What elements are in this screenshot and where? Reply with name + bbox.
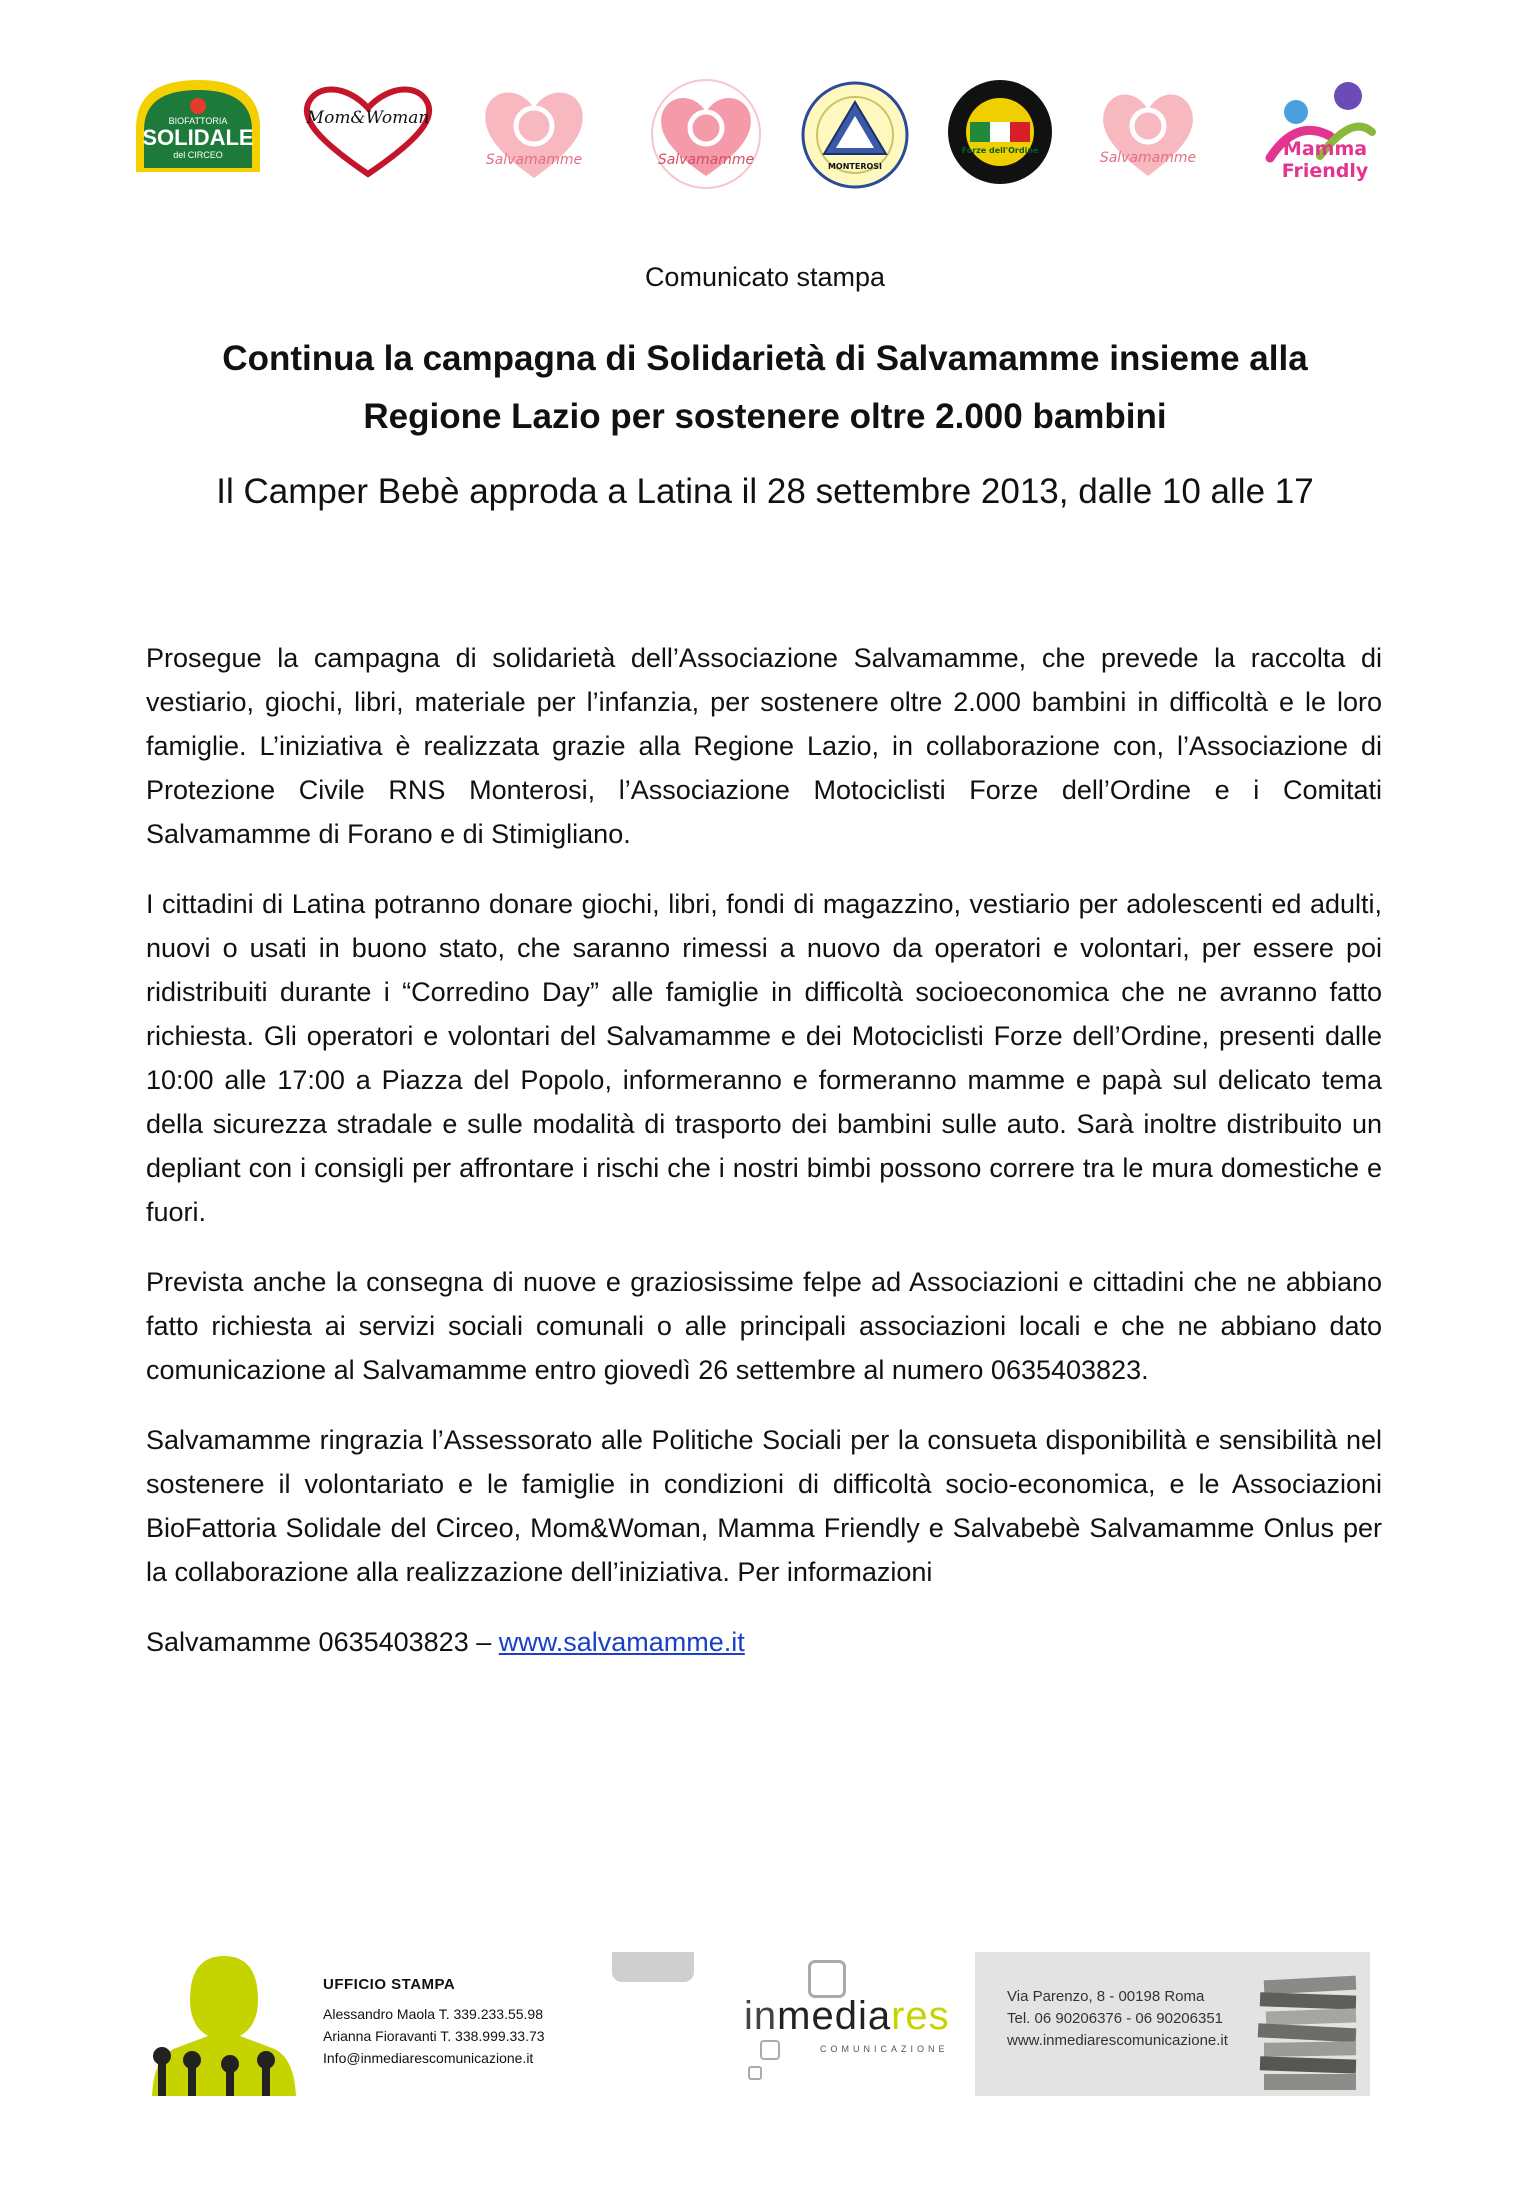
document-type-label: Comunicato stampa <box>644 262 886 292</box>
press-release-body <box>146 636 1382 1690</box>
mamma-friendly-logo <box>1240 78 1410 182</box>
subheadline: Il Camper Bebè approda a Latina il 28 settembre 2013, dalle 10 alle 17 <box>216 472 1314 511</box>
mamma-friendly-label: Mamma Friendly <box>1281 138 1369 182</box>
salvamamme-stimigliano-logo <box>648 76 764 192</box>
headline <box>150 330 1380 446</box>
salvamamme-forano-logo <box>478 78 590 190</box>
speaker-with-microphones-icon <box>144 1950 299 2096</box>
forze-ordine-label: Forze dell'Ordine <box>961 146 1039 155</box>
paragraph: Salvamamme ringrazia l’Assessorato alle Politiche Sociali per la consueta disponibilità e sensibilità nel sostenere il volontariato e le famiglie in condizioni di difficoltà socio-economica, e le Associazioni BioFattoria Solidale del Circeo, Mom&Woman, Mamma Friendly e Salvabebè Salvamamme Onlus per la collaborazione alla realizzazione dell’iniziativa. Per informazioni <box>146 1425 1382 1587</box>
biofattoria-line2: SOLIDALE <box>142 125 254 150</box>
paragraph: Prevista anche la consegna di nuove e graziosissime felpe ad Associazioni e cittadini che ne abbiano fatto richiesta ai servizi sociali comunali o alle principali associazioni locali e che ne abbiano dato comunicazione al Salvamamme entro giovedì 26 settembre al numero 0635403823. <box>146 1267 1382 1385</box>
brand-media: media <box>777 1994 892 2038</box>
mom-woman-logo <box>298 80 438 180</box>
inmediares-wordmark <box>744 1994 950 2039</box>
protezione-civile-monterosi-logo <box>800 80 910 190</box>
salvamamme-logo <box>1094 78 1202 186</box>
salvamamme-stimigliano-label: Salvamamme <box>657 152 755 168</box>
brand-subtitle: COMUNICAZIONE <box>820 2044 949 2054</box>
motociclisti-badge-icon <box>946 78 1054 186</box>
press-contact-line: Alessandro Maola T. 339.233.55.98 <box>323 2006 544 2022</box>
protezione-civile-icon <box>800 80 910 190</box>
agency-website[interactable]: www.inmediarescomunicazione.it <box>1007 2032 1228 2049</box>
inmediares-logo <box>612 1952 952 2092</box>
press-contact-line: Arianna Fioravanti T. 338.999.33.73 <box>323 2028 545 2044</box>
square-outline-icon <box>760 2040 780 2060</box>
headline-line-1: Continua la campagna di Solidarietà di Salvamamme insieme alla <box>222 339 1308 378</box>
press-email[interactable]: Info@inmediarescomunicazione.it <box>323 2050 534 2066</box>
address-panel <box>975 1952 1370 2096</box>
brand-res: res <box>891 1994 950 2038</box>
salvamamme-label: Salvamamme <box>1099 150 1197 166</box>
salvamamme-heart-icon <box>1094 78 1202 186</box>
press-office-info <box>323 1976 623 2069</box>
square-outline-icon <box>808 1960 846 1998</box>
press-office-figure <box>144 1950 299 2096</box>
biofattoria-line1: BIOFATTORIA <box>168 116 228 126</box>
headline-line-2: Regione Lazio per sostenere oltre 2.000 bambini <box>363 397 1167 436</box>
salvamamme-heart-icon <box>478 78 590 190</box>
brand-in: in <box>744 1994 778 2038</box>
motociclisti-forze-ordine-logo <box>946 78 1054 186</box>
mom-woman-label: Mom&Woman <box>306 108 430 128</box>
paragraph: Prosegue la campagna di solidarietà dell’Associazione Salvamamme, che prevede la raccolta di vestiario, giochi, libri, materiale per l’infanzia, per sostenere oltre 2.000 bambini in difficoltà e le loro famiglie. L’iniziativa è realizzata grazie alla Regione Lazio, in collaborazione con, l’Associazione di Protezione Civile RNS Monterosi, l’Associazione Motociclisti Forze dell’Ordine e i Comitati Salvamamme di Forano e di Stimigliano. <box>146 643 1382 849</box>
website-link[interactable]: www.salvamamme.it <box>498 1627 745 1657</box>
contact-line <box>146 1620 1382 1664</box>
phone-line: Tel. 06 90206376 - 06 90206351 <box>1007 2010 1224 2027</box>
paragraph: I cittadini di Latina potranno donare giochi, libri, fondi di magazzino, vestiario per adolescenti ed adulti, nuovi o usati in buono stato, che saranno rimessi a nuovo da operatori e volontari, per essere poi ridistribuiti durante i “Corredino Day” alle famiglie in difficoltà socioeconomica che ne avranno fatto richiesta. Gli operatori e volontari del Salvamamme e dei Motociclisti Forze dell’Ordine, presenti dalle 10:00 alle 17:00 a Piazza del Popolo, informeranno e formeranno mamme e papà sul delicato tema della sicurezza stradale e sulle modalità di trasporto dei bambini sulle auto. Sarà inoltre distribuito un depliant con i consigli per affrontare i rischi che i nostri bimbi possono correre tra le mura domestiche e fuori. <box>146 889 1382 1227</box>
salvamamme-heart-icon <box>648 76 764 192</box>
biofattoria-line3: del CIRCEO <box>173 150 223 160</box>
monterosi-label: MONTEROSI <box>827 162 883 171</box>
newspaper-stack-icon <box>1250 1952 1370 2096</box>
heart-icon <box>298 80 438 180</box>
address-line: Via Parenzo, 8 - 00198 Roma <box>1007 1988 1205 2005</box>
contact-phone: Salvamamme 0635403823 – <box>146 1627 499 1657</box>
biofattoria-solidale-logo <box>132 76 264 174</box>
salvamamme-forano-label: Salvamamme <box>485 152 583 168</box>
square-outline-icon <box>748 2066 762 2080</box>
press-office-title: UFFICIO STAMPA <box>323 1976 456 1993</box>
gray-tab-shape <box>612 1952 694 1982</box>
